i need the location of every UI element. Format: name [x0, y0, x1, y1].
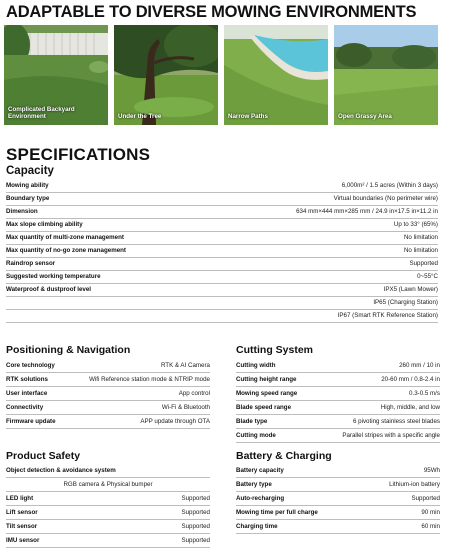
spec-value: 90 min: [421, 509, 440, 516]
spec-row: [236, 401, 440, 415]
spec-row: [6, 359, 210, 373]
spec-row: [6, 192, 438, 206]
spec-value: 0~55°C: [417, 273, 438, 280]
spec-label: Max slope climbing ability: [6, 221, 83, 228]
spec-row: [6, 534, 210, 548]
spec-row: [236, 506, 440, 520]
spec-label: Cutting width: [236, 362, 276, 369]
environment-photos: [4, 25, 456, 127]
battery-title: Battery & Charging: [236, 450, 332, 462]
spec-value: 6,000m² / 1.5 acres (Within 3 days): [341, 182, 438, 189]
photo-caption: Open Grassy Area: [338, 113, 392, 121]
spec-row: [6, 478, 210, 492]
spec-row: [236, 492, 440, 506]
spec-label: Blade type: [236, 418, 268, 425]
spec-value: RTK & AI Camera: [160, 362, 210, 369]
spec-row: [6, 464, 210, 478]
spec-label: LED light: [6, 495, 34, 502]
spec-row: [6, 283, 438, 297]
photo-caption: Under the Tree: [118, 113, 162, 121]
spec-label: Cutting height range: [236, 376, 297, 383]
spec-value: Up to 33° (65%): [393, 221, 438, 228]
spec-row: [6, 205, 438, 219]
spec-label: Blade speed range: [236, 404, 292, 411]
spec-row: [6, 492, 210, 506]
spec-value: Supported: [181, 523, 210, 530]
photo-caption: Complicated Backyard Environment: [8, 105, 75, 121]
spec-label: Object detection & avoidance system: [6, 467, 116, 474]
spec-value: Wifi Reference station mode & NTRIP mode: [89, 376, 210, 383]
spec-row: [236, 373, 440, 387]
spec-row: [6, 309, 438, 323]
spec-label: Battery type: [236, 481, 272, 488]
spec-label: Boundary type: [6, 195, 50, 202]
photo-caption: Narrow Paths: [228, 113, 268, 121]
spec-label: Max quantity of no-go zone management: [6, 247, 126, 254]
spec-value: IP65 (Charging Station): [373, 299, 438, 306]
spec-label: Mowing time per full charge: [236, 509, 318, 516]
spec-label: Suggested working temperature: [6, 273, 101, 280]
photo-paths: [224, 25, 328, 125]
tree-image: [114, 25, 218, 125]
spec-value: 60 min: [421, 523, 440, 530]
spec-row: [6, 231, 438, 245]
spec-label: Tilt sensor: [6, 523, 38, 530]
spec-label: Lift sensor: [6, 509, 38, 516]
spec-value: Supported: [181, 537, 210, 544]
spec-label: Firmware update: [6, 418, 56, 425]
spec-label: Waterproof & dustproof level: [6, 286, 92, 293]
cutting-title: Cutting System: [236, 344, 314, 356]
spec-label: RTK solutions: [6, 376, 48, 383]
spec-label: Auto-recharging: [236, 495, 285, 502]
banner-title: ADAPTABLE TO DIVERSE MOWING ENVIRONMENTS: [6, 3, 417, 21]
spec-row: [236, 429, 440, 443]
spec-row: [6, 257, 438, 271]
spec-value: IP67 (Smart RTK Reference Station): [337, 312, 438, 319]
specifications-title: SPECIFICATIONS: [6, 145, 151, 164]
spec-row: [6, 387, 210, 401]
spec-row: [236, 520, 440, 534]
photo-tree: [114, 25, 218, 125]
spec-label: Cutting mode: [236, 432, 276, 439]
spec-value: RGB camera & Physical bumper: [63, 481, 153, 488]
capacity-title: Capacity: [6, 165, 54, 177]
spec-value: 6 pivoting stainless steel blades: [352, 418, 440, 425]
spec-value: Supported: [409, 260, 438, 267]
spec-value: High, middle, and low: [380, 404, 440, 411]
spec-value: IPX5 (Lawn Mower): [383, 286, 438, 293]
spec-row: [6, 179, 438, 193]
spec-row: [6, 415, 210, 429]
spec-row: [6, 520, 210, 534]
spec-value: No limitation: [403, 247, 438, 254]
spec-row: [6, 218, 438, 232]
spec-row: [236, 387, 440, 401]
spec-value: 95Wh: [423, 467, 440, 474]
spec-label: Core technology: [6, 362, 55, 369]
spec-label: Dimension: [6, 208, 38, 215]
spec-value: Virtual boundaries (No perimeter wire): [333, 195, 438, 202]
spec-value: 20-60 mm / 0.8-2.4 in: [381, 376, 440, 383]
spec-value: 634 mm×444 mm×285 mm / 24.9 in×17.5 in×11.2 in: [296, 208, 438, 215]
positioning-title: Positioning & Navigation: [6, 344, 131, 356]
spec-label: User interface: [6, 390, 48, 397]
spec-row: [236, 359, 440, 373]
spec-label: Max quantity of multi-zone management: [6, 234, 124, 241]
spec-value: APP update through OTA: [140, 418, 210, 425]
spec-row: [6, 373, 210, 387]
spec-row: [6, 506, 210, 520]
spec-label: Battery capacity: [236, 467, 284, 474]
spec-row: [236, 478, 440, 492]
spec-row: [6, 244, 438, 258]
open-area-image: [334, 25, 438, 125]
spec-label: Mowing ability: [6, 182, 49, 189]
spec-row: [6, 401, 210, 415]
photo-backyard: [4, 25, 108, 125]
spec-value: Supported: [181, 495, 210, 502]
spec-row: [6, 296, 438, 310]
spec-row: [6, 270, 438, 284]
spec-value: Wi-Fi & Bluetooth: [161, 404, 210, 411]
paths-image: [224, 25, 328, 125]
spec-row: [236, 415, 440, 429]
spec-label: IMU sensor: [6, 537, 40, 544]
spec-value: No limitation: [403, 234, 438, 241]
spec-label: Raindrop sensor: [6, 260, 56, 267]
spec-label: Charging time: [236, 523, 278, 530]
spec-row: [236, 464, 440, 478]
spec-value: Supported: [411, 495, 440, 502]
spec-value: App control: [178, 390, 210, 397]
spec-value: Parallel stripes with a specific angle: [342, 432, 440, 439]
safety-title: Product Safety: [6, 450, 81, 462]
spec-value: Supported: [181, 509, 210, 516]
spec-value: 260 mm / 10 in: [399, 362, 440, 369]
spec-value: 0.3-0.5 m/s: [409, 390, 440, 397]
spec-label: Connectivity: [6, 404, 44, 411]
spec-label: Mowing speed range: [236, 390, 298, 397]
spec-value: Lithium-ion battery: [389, 481, 440, 488]
photo-open-area: [334, 25, 438, 125]
